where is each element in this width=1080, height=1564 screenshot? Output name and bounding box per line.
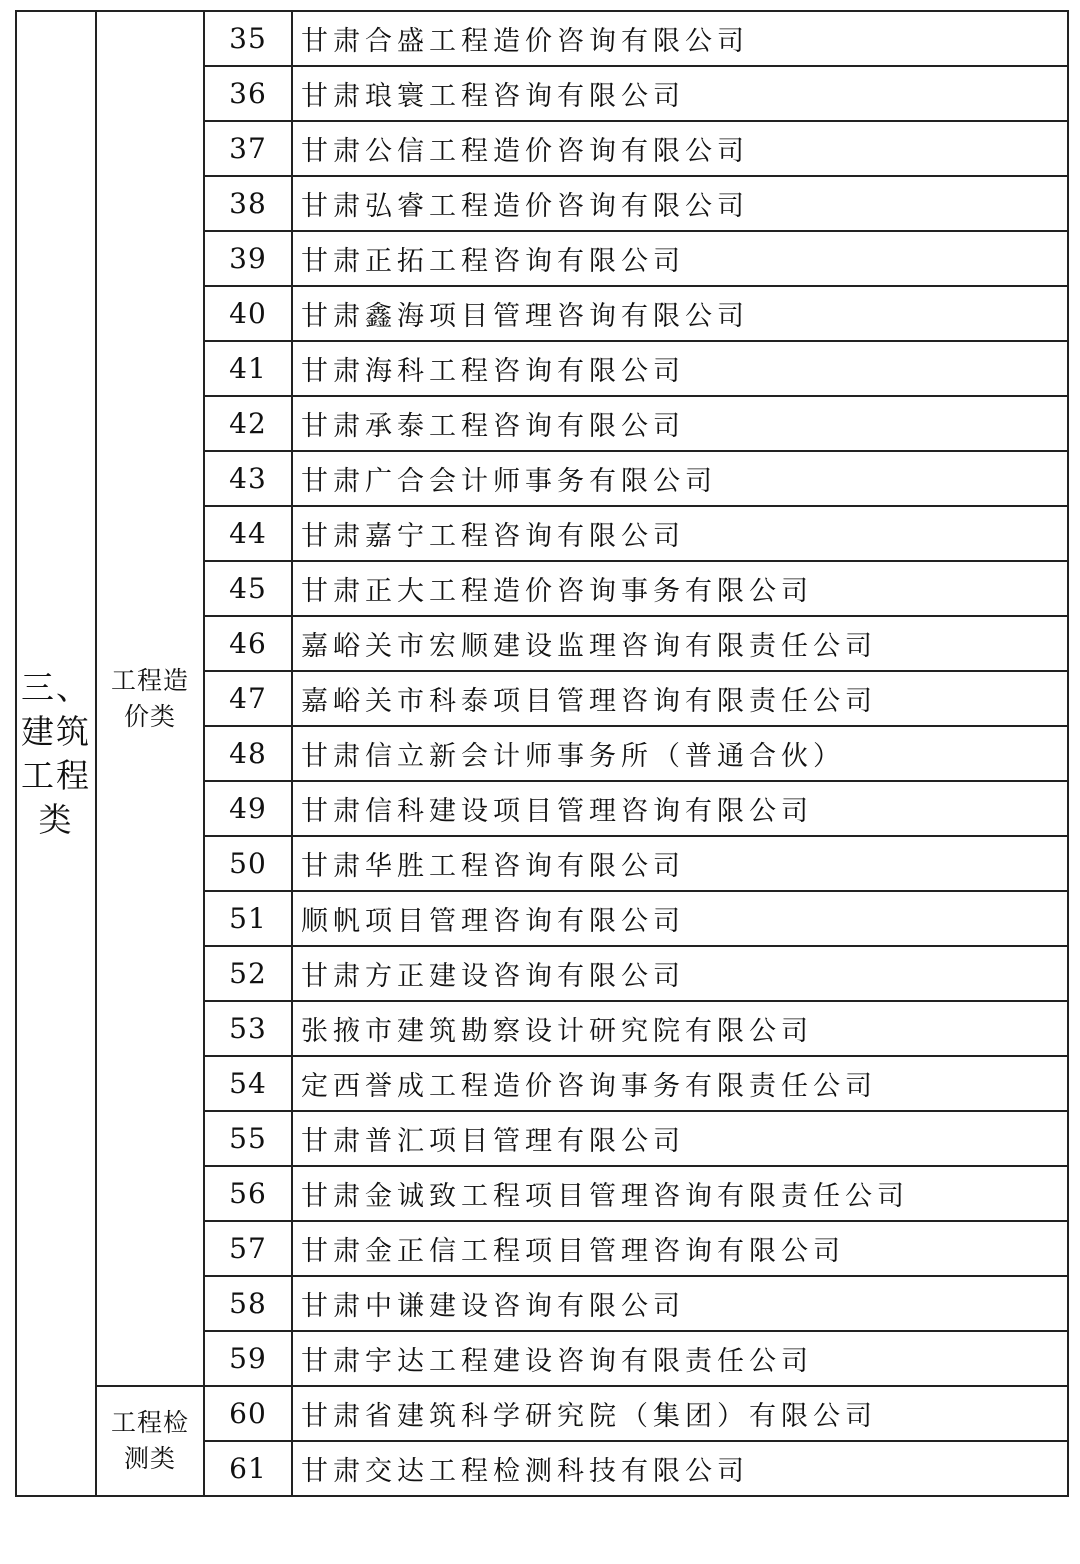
company-name: 甘肃广合会计师事务有限公司 (292, 451, 1068, 506)
row-number: 59 (204, 1331, 292, 1386)
table-body (16, 11, 1068, 1496)
company-name: 顺帆项目管理咨询有限公司 (292, 891, 1068, 946)
row-number: 58 (204, 1276, 292, 1331)
row-number: 55 (204, 1111, 292, 1166)
company-name: 嘉峪关市宏顺建设监理咨询有限责任公司 (292, 616, 1068, 671)
row-number: 45 (204, 561, 292, 616)
company-name: 甘肃鑫海项目管理咨询有限公司 (292, 286, 1068, 341)
company-name: 甘肃嘉宁工程咨询有限公司 (292, 506, 1068, 561)
row-number: 49 (204, 781, 292, 836)
company-name: 甘肃金诚致工程项目管理咨询有限责任公司 (292, 1166, 1068, 1221)
row-number: 36 (204, 66, 292, 121)
row-number: 35 (204, 11, 292, 66)
row-number: 61 (204, 1441, 292, 1496)
row-number: 53 (204, 1001, 292, 1056)
company-name: 定西誉成工程造价咨询事务有限责任公司 (292, 1056, 1068, 1111)
row-number: 42 (204, 396, 292, 451)
company-list-table (15, 10, 1069, 1497)
row-number: 50 (204, 836, 292, 891)
company-name: 甘肃普汇项目管理有限公司 (292, 1111, 1068, 1166)
company-name: 甘肃宇达工程建设咨询有限责任公司 (292, 1331, 1068, 1386)
subcategory-label-line: 价类 (123, 701, 176, 731)
row-number: 52 (204, 946, 292, 1001)
company-name: 甘肃弘睿工程造价咨询有限公司 (292, 176, 1068, 231)
company-name: 甘肃公信工程造价咨询有限公司 (292, 121, 1068, 176)
row-number: 54 (204, 1056, 292, 1111)
company-name: 甘肃琅寰工程咨询有限公司 (292, 66, 1068, 121)
row-number: 46 (204, 616, 292, 671)
company-name: 甘肃金正信工程项目管理咨询有限公司 (292, 1221, 1068, 1276)
category-label-line: 工程 (21, 755, 91, 795)
row-number: 48 (204, 726, 292, 781)
row-number: 51 (204, 891, 292, 946)
row-number: 37 (204, 121, 292, 176)
company-name: 甘肃合盛工程造价咨询有限公司 (292, 11, 1068, 66)
company-name: 甘肃华胜工程咨询有限公司 (292, 836, 1068, 891)
company-name: 甘肃海科工程咨询有限公司 (292, 341, 1068, 396)
company-name: 甘肃省建筑科学研究院（集团）有限公司 (292, 1386, 1068, 1441)
subcategory-label-line: 测类 (123, 1444, 176, 1473)
company-name: 甘肃方正建设咨询有限公司 (292, 946, 1068, 1001)
row-number: 60 (204, 1386, 292, 1441)
row-number: 43 (204, 451, 292, 506)
subcategory-label-line: 工程造 (110, 665, 189, 695)
subcategory-cell (96, 11, 204, 1386)
row-number: 56 (204, 1166, 292, 1221)
category-cell (16, 11, 96, 1496)
table-row (16, 1386, 1068, 1441)
row-number: 40 (204, 286, 292, 341)
company-name: 甘肃交达工程检测科技有限公司 (292, 1441, 1068, 1496)
company-name: 张掖市建筑勘察设计研究院有限公司 (292, 1001, 1068, 1056)
row-number: 39 (204, 231, 292, 286)
row-number: 38 (204, 176, 292, 231)
table-row (16, 11, 1068, 66)
company-name: 甘肃中谦建设咨询有限公司 (292, 1276, 1068, 1331)
row-number: 47 (204, 671, 292, 726)
company-name: 甘肃信科建设项目管理咨询有限公司 (292, 781, 1068, 836)
row-number: 41 (204, 341, 292, 396)
category-label-line: 建筑 (21, 711, 91, 751)
company-name: 甘肃正拓工程咨询有限公司 (292, 231, 1068, 286)
row-number: 57 (204, 1221, 292, 1276)
subcategory-cell (96, 1386, 204, 1496)
company-name: 甘肃正大工程造价咨询事务有限公司 (292, 561, 1068, 616)
row-number: 44 (204, 506, 292, 561)
company-name: 甘肃信立新会计师事务所（普通合伙） (292, 726, 1068, 781)
company-name: 甘肃承泰工程咨询有限公司 (292, 396, 1068, 451)
category-label-line: 三、 (21, 667, 91, 707)
company-name: 嘉峪关市科泰项目管理咨询有限责任公司 (292, 671, 1068, 726)
category-label-line: 类 (38, 799, 74, 839)
subcategory-label-line: 工程检 (110, 1408, 189, 1437)
